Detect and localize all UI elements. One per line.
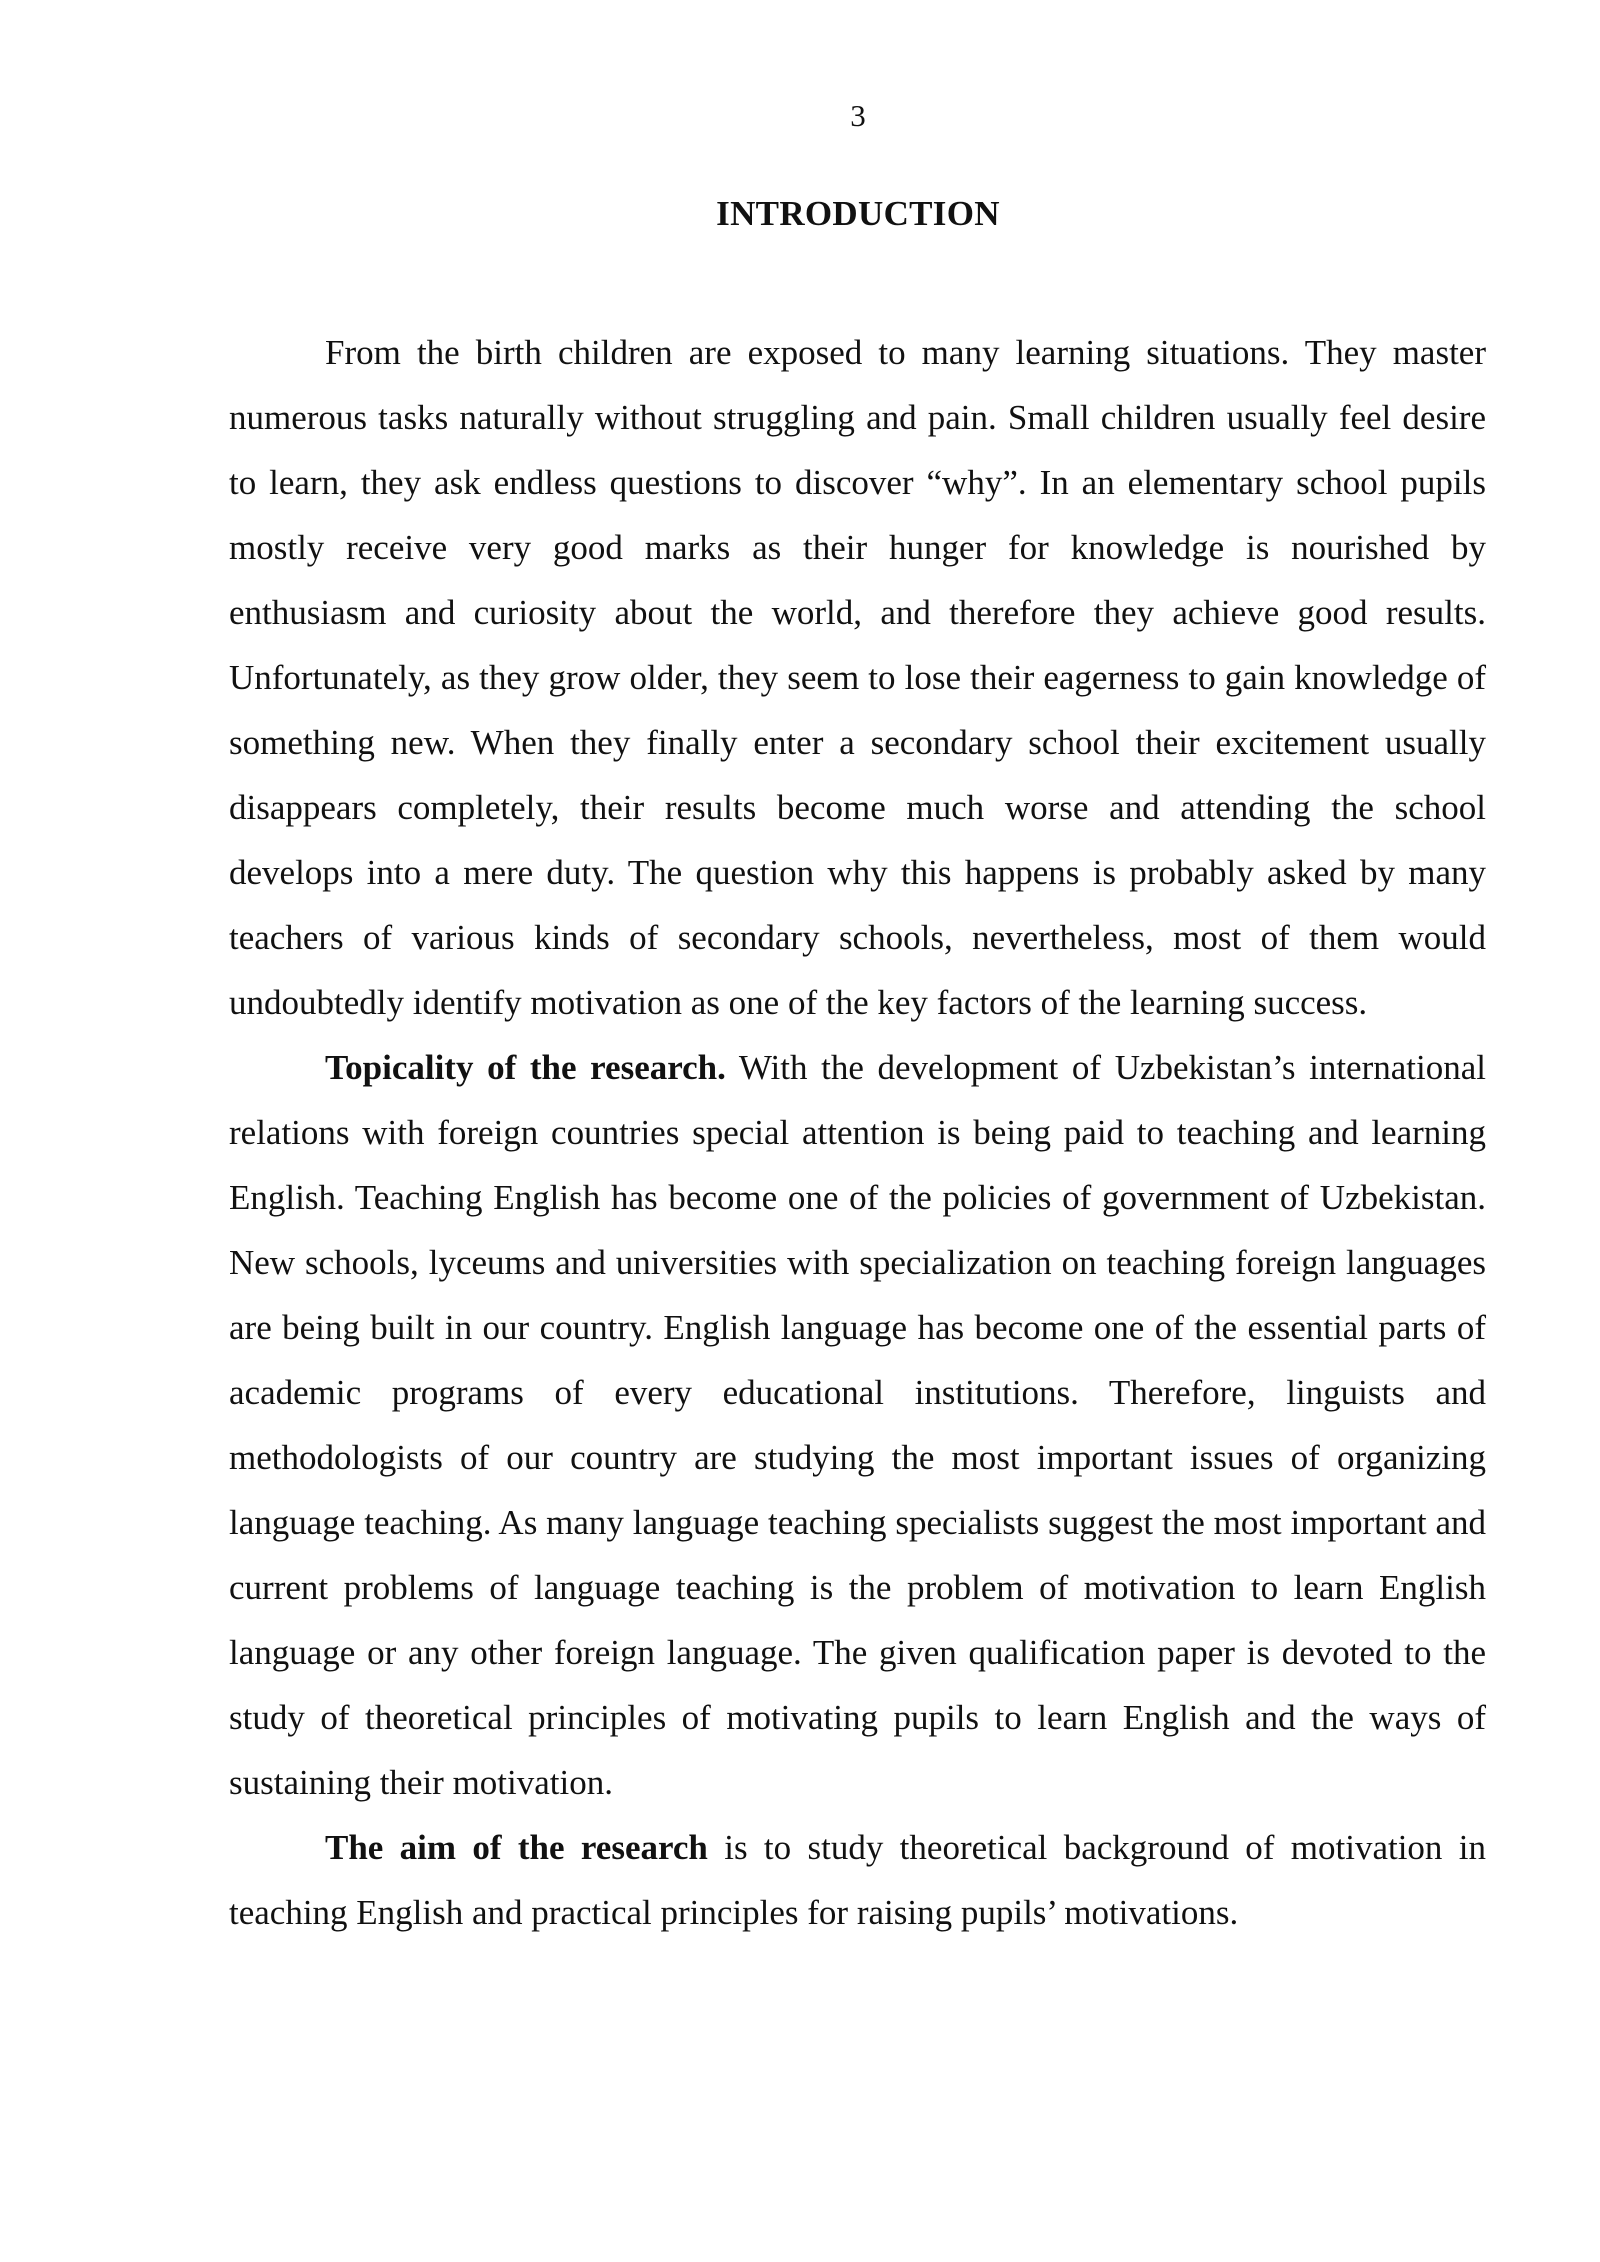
paragraph-aim [229, 1815, 1486, 1945]
paragraph-topicality [229, 1035, 1486, 1815]
paragraph-lead: The aim of the research [325, 1828, 708, 1867]
paragraph-text: From the birth children are exposed to many learning situations. They master numerous tasks naturally without struggling and pain. Small children usually feel desire to learn, they ask endless questions to discover “why”. In an elementary school pupils mostly receive very good marks as their hunger for knowledge is nourished by enthusiasm and curiosity about the world, and therefore they achieve good results. Unfortunately, as they grow older, they seem to lose their eagerness to gain knowledge of something new. When they finally enter a secondary school their excitement usually disappears completely, their results become much worse and attending the school develops into a mere duty. The question why this happens is probably asked by many teachers of various kinds of secondary schools, nevertheless, most of them would undoubtedly identify motivation as one of the key factors of the learning success. [229, 333, 1486, 1022]
paragraph-text: is to study theoretical background of motivation in teaching English and practical principles for raising pupils’ motivations. [229, 1828, 1486, 1932]
page-title: INTRODUCTION [716, 194, 1000, 233]
paragraph-intro [229, 320, 1486, 1035]
paragraph-text: With the development of Uzbekistan’s international relations with foreign countries special attention is being paid to teaching and learning English. Teaching English has become one of the policies of government of Uzbekistan. New schools, lyceums and universities with specialization on teaching foreign languages are being built in our country. English language has become one of the essential parts of academic programs of every educational institutions. Therefore, linguists and methodologists of our country are studying the most important issues of organizing language teaching. As many language teaching specialists suggest the most important and current problems of language teaching is the problem of motivation to learn English language or any other foreign language. The given qualification paper is devoted to the study of theoretical principles of motivating pupils to learn English and the ways of sustaining their motivation. [229, 1048, 1486, 1802]
document-body [229, 320, 1486, 1945]
paragraph-lead: Topicality of the research. [325, 1048, 726, 1087]
page-number: 3 [850, 98, 866, 133]
